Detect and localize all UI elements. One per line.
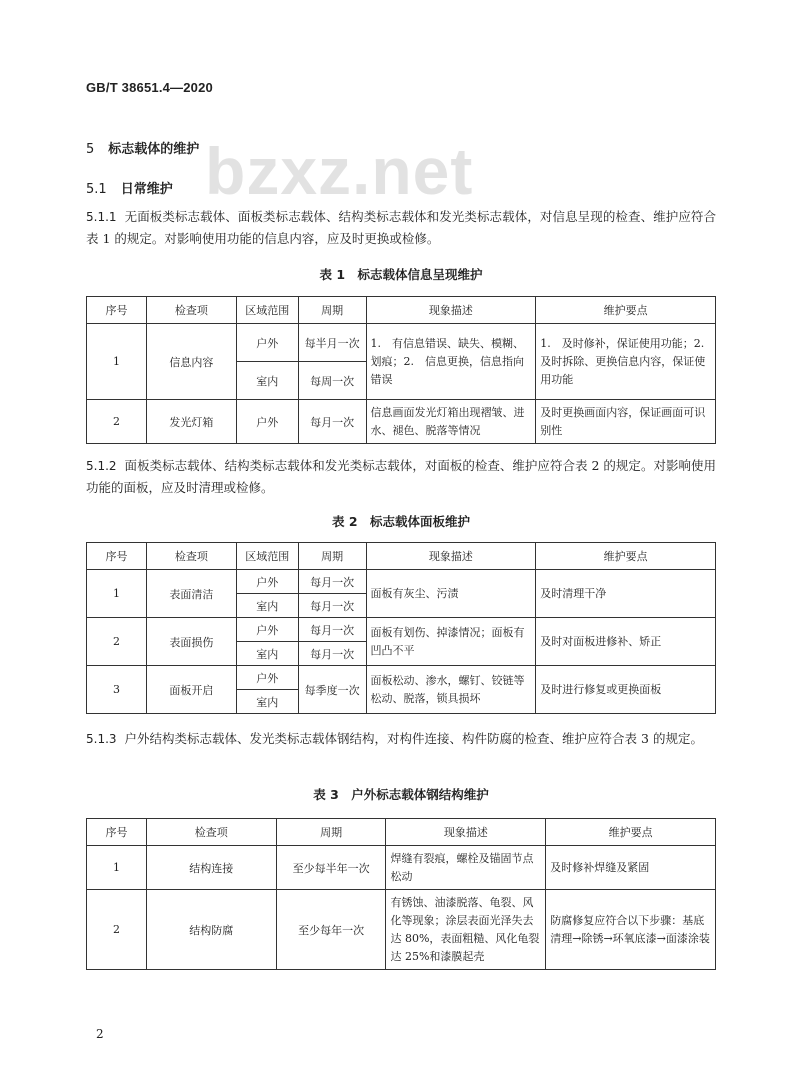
area-cell: 户外 (236, 324, 298, 362)
clause-text: 面板类标志载体、结构类标志载体和发光类标志载体，对面板的检查、维护应符合表 2 的规定。对影响使用功能的面板，应及时清理或检修。 (86, 458, 716, 495)
maintenance-cell: 防腐修复应符合以下步骤：基底清理→除锈→环氧底漆→面漆涂装 (546, 890, 716, 970)
section-title: 标志载体的维护 (108, 142, 200, 157)
row-number: 1 (87, 570, 147, 618)
area-cell: 户外 (236, 570, 298, 594)
table-row (87, 400, 716, 444)
table-header-row (87, 297, 716, 324)
header-cell: 现象描述 (386, 819, 546, 846)
maintenance-cell: 1. 及时修补，保证使用功能；2. 及时拆除、更换信息内容，保证使用功能 (536, 324, 716, 400)
table-row (87, 618, 716, 642)
check-item: 信息内容 (146, 324, 236, 400)
row-number: 1 (87, 324, 147, 400)
clause-number: 5.1.2 (86, 459, 117, 473)
description-cell: 1. 有信息错误、缺失、模糊、划痕；2. 信息更换，信息指向错误 (366, 324, 536, 400)
header-cell: 序号 (87, 543, 147, 570)
table-header-row (87, 819, 716, 846)
cycle-cell: 每月一次 (298, 642, 366, 666)
section-number: 5 (86, 142, 95, 157)
cycle-cell: 每周一次 (298, 362, 366, 400)
header-cell: 检查项 (146, 819, 276, 846)
table-2 (86, 542, 716, 714)
description-cell: 面板有灰尘、污渍 (366, 570, 536, 618)
cycle-cell: 每季度一次 (298, 666, 366, 714)
clause-text: 无面板类标志载体、面板类标志载体、结构类标志载体和发光类标志载体，对信息呈现的检查、维护应符合表 1 的规定。对影响使用功能的信息内容，应及时更换或检修。 (86, 209, 716, 246)
table-2-caption: 表 2 标志载体面板维护 (331, 514, 471, 529)
section-title: 日常维护 (120, 182, 173, 197)
row-number: 2 (87, 400, 147, 444)
header-cell: 检查项 (146, 543, 236, 570)
table-row (87, 666, 716, 690)
cycle-cell: 至少每半年一次 (276, 846, 386, 890)
row-number: 2 (87, 890, 147, 970)
section-5-heading (86, 138, 199, 157)
header-cell: 现象描述 (366, 543, 536, 570)
standard-code-header: GB/T 38651.4—2020 (86, 80, 213, 95)
check-item: 面板开启 (146, 666, 236, 714)
maintenance-cell: 及时进行修复或更换面板 (536, 666, 716, 714)
cycle-cell: 每月一次 (298, 570, 366, 594)
header-cell: 周期 (298, 543, 366, 570)
check-item: 发光灯箱 (146, 400, 236, 444)
cycle-cell: 每月一次 (298, 594, 366, 618)
table-3 (86, 818, 716, 970)
cycle-cell: 每半月一次 (298, 324, 366, 362)
section-5-1-heading (86, 178, 173, 197)
row-number: 3 (87, 666, 147, 714)
maintenance-cell: 及时对面板进修补、矫正 (536, 618, 716, 666)
header-cell: 检查项 (146, 297, 236, 324)
clause-number: 5.1.1 (86, 210, 117, 224)
header-cell: 现象描述 (366, 297, 536, 324)
row-number: 2 (87, 618, 147, 666)
page-number: 2 (96, 1027, 104, 1041)
description-cell: 信息画面发光灯箱出现褶皱、进水、褪色、脱落等情况 (366, 400, 536, 444)
area-cell: 室内 (236, 690, 298, 714)
clause-number: 5.1.3 (86, 732, 117, 746)
paragraph-5-1-3 (86, 728, 716, 750)
cycle-cell: 每月一次 (298, 400, 366, 444)
description-cell: 有锈蚀、油漆脱落、龟裂、风化等现象；涂层表面光泽失去达 80%，表面粗糙、风化龟裂达 25%和漆膜起壳 (386, 890, 546, 970)
area-cell: 户外 (236, 400, 298, 444)
maintenance-cell: 及时更换画面内容，保证画面可识别性 (536, 400, 716, 444)
header-cell: 序号 (87, 297, 147, 324)
table-1 (86, 296, 716, 444)
watermark: bzxz.net (205, 134, 474, 208)
header-cell: 周期 (276, 819, 386, 846)
table-header-row (87, 543, 716, 570)
area-cell: 室内 (236, 642, 298, 666)
table-row (87, 570, 716, 594)
area-cell: 室内 (236, 362, 298, 400)
clause-text: 户外结构类标志载体、发光类标志载体钢结构，对构件连接、构件防腐的检查、维护应符合表 3 的规定。 (124, 731, 703, 746)
header-cell: 周期 (298, 297, 366, 324)
header-cell: 维护要点 (546, 819, 716, 846)
section-number: 5.1 (86, 182, 107, 197)
maintenance-cell: 及时修补焊缝及紧固 (546, 846, 716, 890)
header-cell: 维护要点 (536, 543, 716, 570)
area-cell: 户外 (236, 618, 298, 642)
check-item: 结构防腐 (146, 890, 276, 970)
check-item: 表面清洁 (146, 570, 236, 618)
paragraph-5-1-1 (86, 206, 716, 250)
header-cell: 维护要点 (536, 297, 716, 324)
table-row (87, 846, 716, 890)
table-3-caption: 表 3 户外标志载体钢结构维护 (313, 787, 489, 802)
description-cell: 面板松动、渗水，螺钉、铰链等松动、脱落，锁具损坏 (366, 666, 536, 714)
table-1-caption: 表 1 标志载体信息呈现维护 (319, 267, 483, 282)
description-cell: 焊缝有裂痕，螺栓及锚固节点松动 (386, 846, 546, 890)
row-number: 1 (87, 846, 147, 890)
area-cell: 室内 (236, 594, 298, 618)
header-cell: 区域范围 (236, 543, 298, 570)
check-item: 结构连接 (146, 846, 276, 890)
paragraph-5-1-2 (86, 455, 716, 499)
check-item: 表面损伤 (146, 618, 236, 666)
header-cell: 序号 (87, 819, 147, 846)
cycle-cell: 每月一次 (298, 618, 366, 642)
maintenance-cell: 及时清理干净 (536, 570, 716, 618)
header-cell: 区域范围 (236, 297, 298, 324)
area-cell: 户外 (236, 666, 298, 690)
table-row (87, 890, 716, 970)
cycle-cell: 至少每年一次 (276, 890, 386, 970)
description-cell: 面板有划伤、掉漆情况；面板有凹凸不平 (366, 618, 536, 666)
table-row (87, 324, 716, 362)
